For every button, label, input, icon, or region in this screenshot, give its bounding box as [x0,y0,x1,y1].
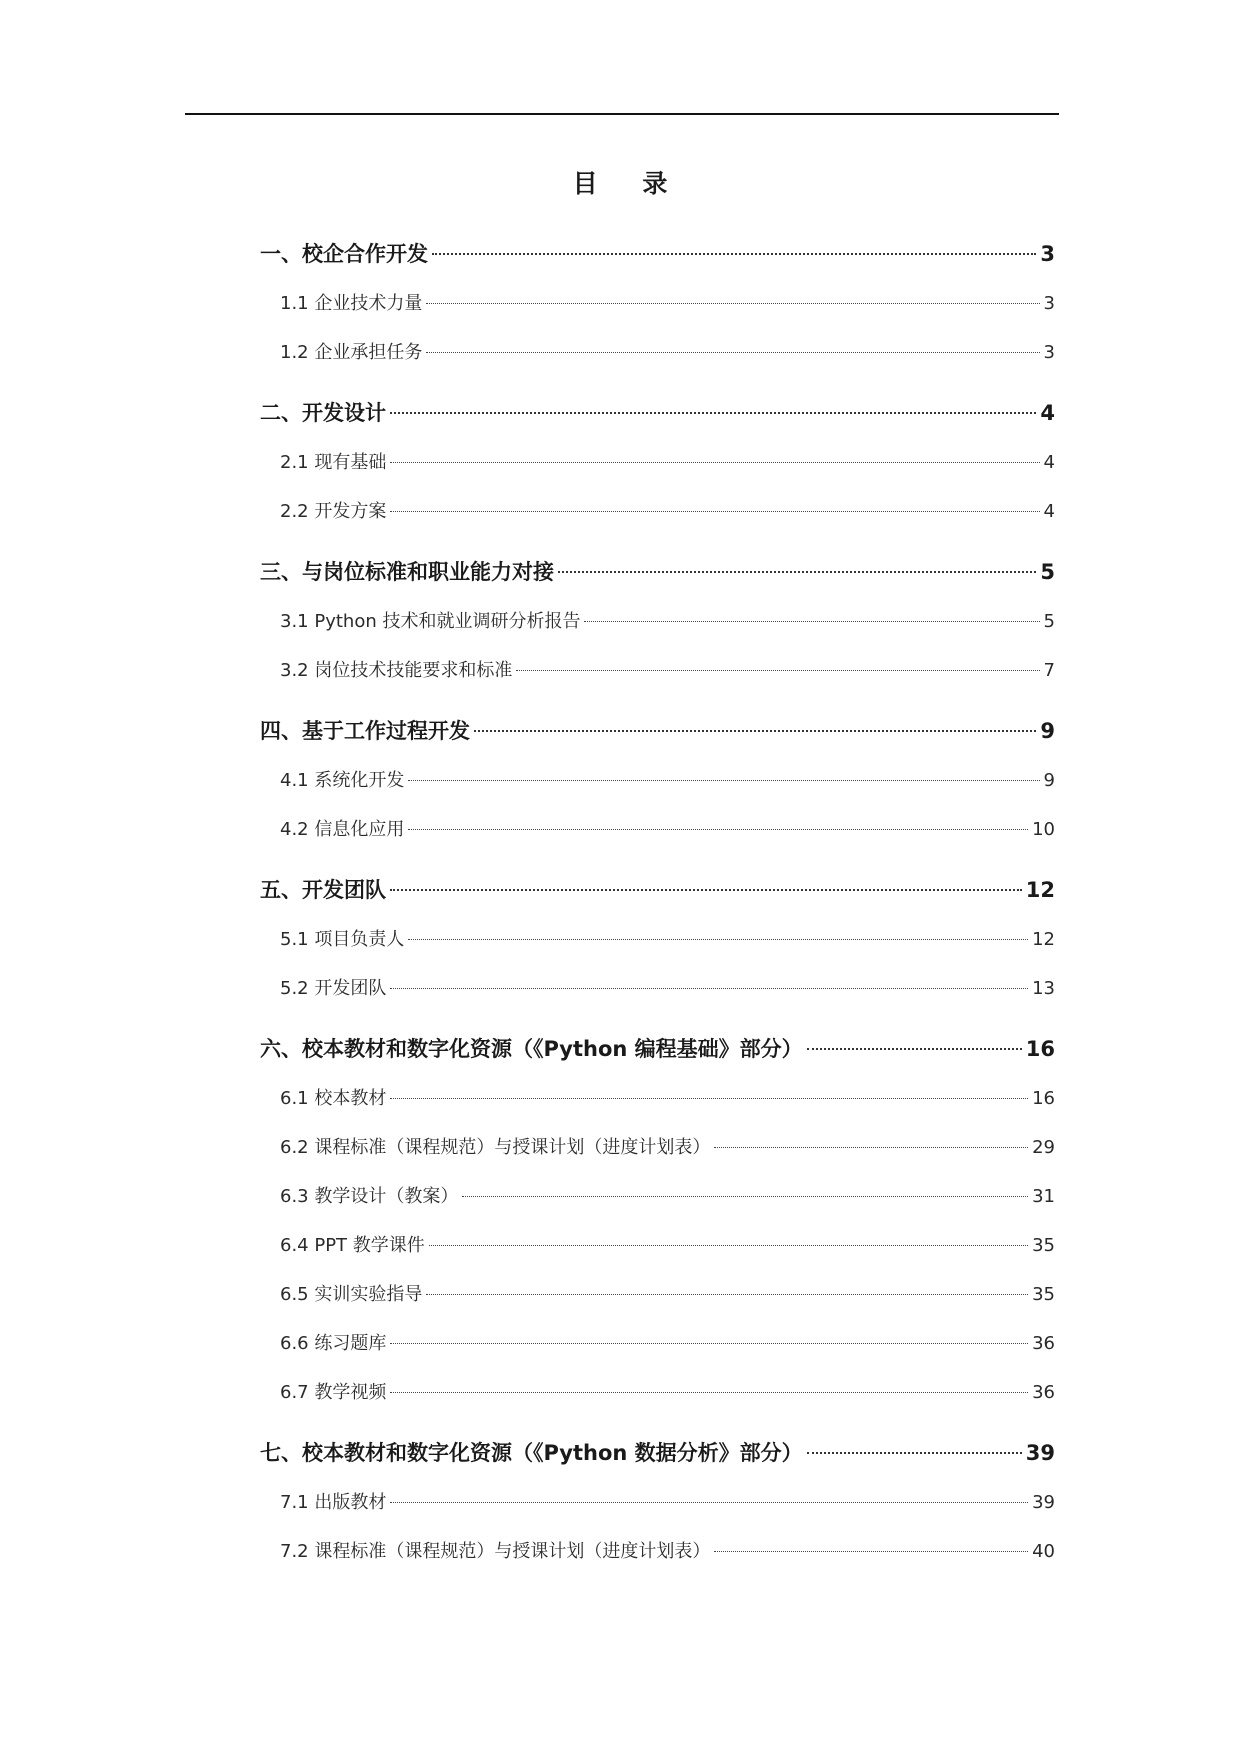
toc-subsection-page-number: 31 [1032,1186,1055,1207]
toc-chapter-page-number: 39 [1025,1441,1055,1465]
toc-chapter-label: 七、校本教材和数字化资源（《Python 数据分析》部分） [260,1441,803,1465]
table-of-contents [260,230,1055,1588]
toc-chapter-row[interactable] [260,707,1055,756]
toc-subsection-label: 6.7 教学视频 [280,1382,387,1403]
toc-subsection-label: 3.2 岗位技术技能要求和标准 [280,660,513,681]
toc-subsection-row[interactable] [260,487,1055,536]
dot-leader [390,1392,1028,1393]
toc-chapter-row[interactable] [260,230,1055,279]
toc-chapter-row[interactable] [260,548,1055,597]
toc-subsection-label: 5.2 开发团队 [280,978,387,999]
toc-chapter-page-number: 9 [1040,719,1055,743]
toc-subsection-row[interactable] [260,438,1055,487]
toc-subsection-label: 7.1 出版教材 [280,1492,387,1513]
toc-subsection-page-number: 7 [1043,660,1055,681]
toc-subsection-page-number: 4 [1043,452,1055,473]
dot-leader [714,1147,1028,1148]
dot-leader [474,730,1036,732]
dot-leader [390,462,1039,463]
toc-subsection-page-number: 29 [1032,1137,1055,1158]
toc-section [260,1429,1055,1576]
dot-leader [714,1551,1028,1552]
dot-leader [390,988,1028,989]
dot-leader [408,939,1028,940]
toc-chapter-label: 二、开发设计 [260,401,386,425]
toc-subsection-row[interactable] [260,915,1055,964]
toc-subsection-page-number: 12 [1032,929,1055,950]
toc-subsection-page-number: 9 [1043,770,1055,791]
toc-subsection-label: 6.2 课程标准（课程规范）与授课计划（进度计划表） [280,1137,711,1158]
toc-subsection-row[interactable] [260,1527,1055,1576]
toc-subsection-row[interactable] [260,279,1055,328]
toc-section [260,866,1055,1013]
dot-leader [390,1098,1028,1099]
dot-leader [390,1502,1028,1503]
toc-subsection-row[interactable] [260,964,1055,1013]
toc-chapter-label: 三、与岗位标准和职业能力对接 [260,560,554,584]
toc-chapter-label: 六、校本教材和数字化资源（《Python 编程基础》部分） [260,1037,803,1061]
toc-chapter-label: 一、校企合作开发 [260,242,428,266]
toc-section [260,230,1055,377]
toc-subsection-row[interactable] [260,1270,1055,1319]
toc-subsection-row[interactable] [260,1478,1055,1527]
toc-chapter-page-number: 5 [1040,560,1055,584]
toc-subsection-row[interactable] [260,1221,1055,1270]
dot-leader [426,303,1039,304]
dot-leader [390,511,1039,512]
toc-subsection-label: 6.1 校本教材 [280,1088,387,1109]
toc-subsection-row[interactable] [260,1172,1055,1221]
toc-subsection-page-number: 4 [1043,501,1055,522]
toc-subsection-label: 1.1 企业技术力量 [280,293,423,314]
toc-subsection-row[interactable] [260,1074,1055,1123]
toc-section [260,707,1055,854]
toc-subsection-label: 2.1 现有基础 [280,452,387,473]
dot-leader [516,670,1039,671]
toc-section [260,1025,1055,1417]
dot-leader [432,253,1036,255]
toc-subsection-page-number: 35 [1032,1284,1055,1305]
toc-chapter-page-number: 3 [1040,242,1055,266]
toc-chapter-page-number: 12 [1025,878,1055,902]
toc-subsection-page-number: 35 [1032,1235,1055,1256]
toc-subsection-label: 6.4 PPT 教学课件 [280,1235,425,1256]
dot-leader [426,1294,1028,1295]
dot-leader [807,1452,1022,1454]
toc-subsection-label: 6.5 实训实验指导 [280,1284,423,1305]
toc-subsection-label: 6.3 教学设计（教案） [280,1186,459,1207]
dot-leader [429,1245,1028,1246]
toc-subsection-label: 5.1 项目负责人 [280,929,405,950]
toc-subsection-page-number: 10 [1032,819,1055,840]
dot-leader [408,780,1039,781]
toc-subsection-label: 2.2 开发方案 [280,501,387,522]
toc-subsection-page-number: 13 [1032,978,1055,999]
toc-subsection-row[interactable] [260,328,1055,377]
toc-section [260,389,1055,536]
toc-subsection-row[interactable] [260,1319,1055,1368]
toc-section [260,548,1055,695]
toc-chapter-page-number: 16 [1025,1037,1055,1061]
toc-chapter-label: 五、开发团队 [260,878,386,902]
toc-subsection-label: 1.2 企业承担任务 [280,342,423,363]
dot-leader [462,1196,1028,1197]
toc-subsection-label: 4.1 系统化开发 [280,770,405,791]
toc-subsection-label: 6.6 练习题库 [280,1333,387,1354]
toc-subsection-row[interactable] [260,1368,1055,1417]
toc-subsection-row[interactable] [260,805,1055,854]
dot-leader [390,412,1036,414]
dot-leader [807,1048,1022,1050]
toc-subsection-page-number: 5 [1043,611,1055,632]
toc-chapter-row[interactable] [260,389,1055,438]
toc-subsection-page-number: 3 [1043,342,1055,363]
toc-subsection-page-number: 36 [1032,1333,1055,1354]
toc-subsection-page-number: 40 [1032,1541,1055,1562]
toc-subsection-row[interactable] [260,597,1055,646]
toc-subsection-page-number: 16 [1032,1088,1055,1109]
toc-subsection-row[interactable] [260,1123,1055,1172]
toc-title: 目 录 [572,169,686,198]
toc-subsection-label: 4.2 信息化应用 [280,819,405,840]
dot-leader [426,352,1039,353]
toc-subsection-label: 3.1 Python 技术和就业调研分析报告 [280,611,581,632]
dot-leader [390,889,1022,891]
dot-leader [584,621,1039,622]
dot-leader [390,1343,1028,1344]
dot-leader [408,829,1028,830]
toc-subsection-page-number: 36 [1032,1382,1055,1403]
toc-subsection-page-number: 39 [1032,1492,1055,1513]
toc-subsection-row[interactable] [260,646,1055,695]
dot-leader [558,571,1036,573]
toc-chapter-row[interactable] [260,866,1055,915]
toc-subsection-label: 7.2 课程标准（课程规范）与授课计划（进度计划表） [280,1541,711,1562]
toc-chapter-row[interactable] [260,1025,1055,1074]
toc-subsection-row[interactable] [260,756,1055,805]
toc-subsection-page-number: 3 [1043,293,1055,314]
header-rule [185,113,1059,115]
toc-chapter-label: 四、基于工作过程开发 [260,719,470,743]
toc-chapter-page-number: 4 [1040,401,1055,425]
toc-chapter-row[interactable] [260,1429,1055,1478]
